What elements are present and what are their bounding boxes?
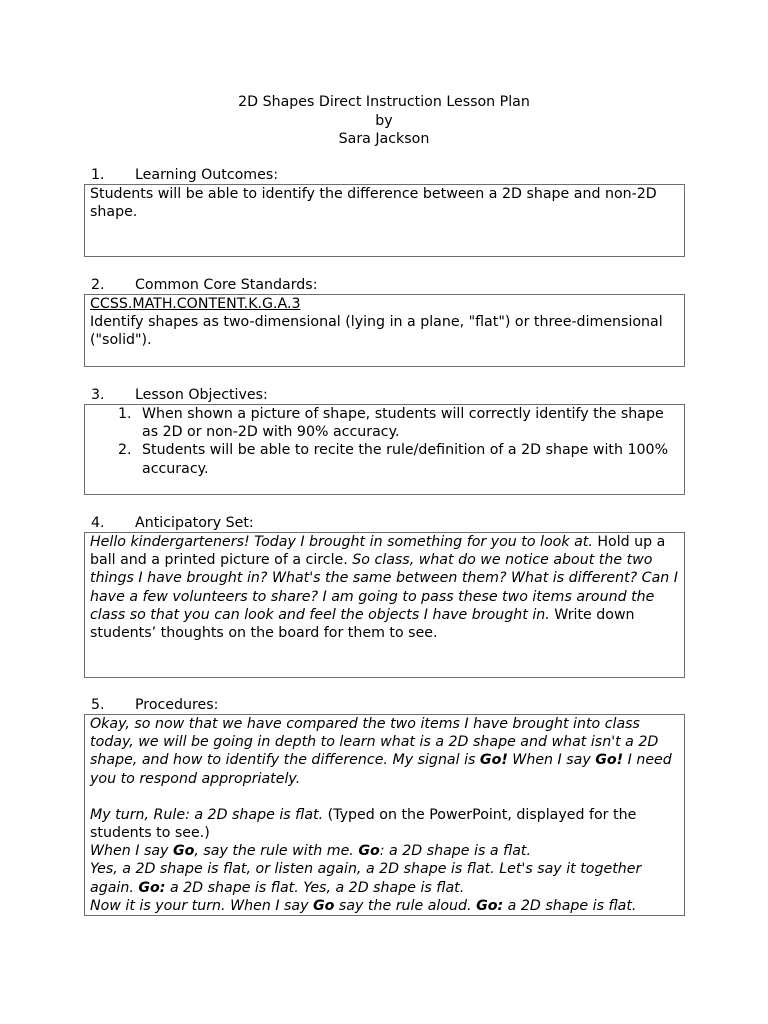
section-heading-lesson-objectives: [91, 386, 268, 404]
signal-word: Go: [358, 843, 380, 860]
teacher-script: When I say: [507, 752, 596, 769]
section-title: Procedures:: [135, 697, 219, 713]
standard-text: Identify shapes as two-dimensional (lying in a plane, "flat") or three-dimensional ("solid").: [90, 314, 663, 349]
procedure-paragraph: [90, 897, 678, 915]
signal-word: Go!: [595, 752, 624, 769]
teacher-script: Hello kindergarteners! Today I brought in something for you to look at.: [90, 534, 593, 550]
title-by: by: [375, 112, 393, 129]
signal-word: Go: [172, 843, 195, 860]
section-title: Learning Outcomes:: [135, 167, 279, 183]
teacher-script: So class, what do we notice about the two things I have brought in? What's the same between them? What is different? Can I have a few volunteers to share? I am going to pass these two items around the class so that you can look and feel the objects I have brought in.: [90, 552, 678, 623]
objective-item: 2. Students will be able to recite the rule/definition of a 2D shape with 100% accuracy.: [136, 441, 678, 477]
teacher-action: Hold up a ball and a printed picture of a circle.: [90, 534, 666, 569]
section-title: Lesson Objectives:: [135, 387, 268, 403]
learning-outcomes-text: Students will be able to identify the difference between a 2D shape and non-2D shape.: [90, 186, 657, 221]
standard-code-link[interactable]: CCSS.MATH.CONTENT.K.G.A.3: [90, 296, 301, 312]
teacher-script: When I say: [90, 843, 173, 860]
objective-item: 1. When shown a picture of shape, students will correctly identify the shape as 2D or non-2D with 90% accuracy.: [136, 405, 678, 441]
teacher-script: I need you to respond appropriately.: [90, 752, 672, 787]
procedure-paragraph: [90, 715, 678, 788]
section-heading-procedures: [91, 696, 218, 714]
document-title: [0, 93, 768, 149]
section-number: 2.: [91, 277, 105, 293]
teacher-action: Write down students’ thoughts on the board for them to see.: [90, 606, 635, 642]
objectives-list: [90, 405, 678, 478]
teacher-script: a 2D shape is flat.: [503, 897, 637, 914]
section-heading-anticipatory-set: [91, 514, 254, 532]
teacher-script: say the rule aloud.: [334, 897, 477, 914]
teacher-script: My turn, Rule: a 2D shape is flat.: [90, 806, 324, 823]
procedure-paragraph: [90, 860, 678, 896]
section-heading-learning-outcomes: [91, 166, 278, 184]
procedures-box: [84, 714, 685, 916]
signal-word: Go:: [476, 897, 504, 914]
section-heading-common-core: [91, 276, 317, 294]
section-number: 4.: [91, 515, 105, 531]
standards-box: [84, 294, 685, 367]
learning-outcomes-box: [84, 184, 685, 257]
section-title: Common Core Standards:: [135, 277, 318, 293]
teacher-script: Okay, so now that we have compared the two items I have brought into class today, we will be going in depth to learn what is a 2D shape and what isn't a 2D shape, and how to identify the difference. My signal is: [90, 716, 659, 769]
anticipatory-text: [90, 533, 678, 642]
procedure-paragraph: [90, 842, 678, 860]
objectives-box: [84, 404, 685, 495]
section-number: 5.: [91, 697, 105, 713]
anticipatory-set-box: [84, 532, 685, 678]
signal-word: Go!: [479, 752, 508, 769]
signal-word: Go:: [138, 879, 166, 896]
teacher-script: a 2D shape is flat. Yes, a 2D shape is flat.: [165, 879, 465, 896]
teacher-script: Yes, a 2D shape is flat, or listen again, a 2D shape is flat. Let's say it together again.: [90, 861, 642, 896]
section-title: Anticipatory Set:: [135, 515, 254, 531]
title-line: 2D Shapes Direct Instruction Lesson Plan: [238, 94, 530, 110]
teacher-script: Now it is your turn. When I say: [90, 897, 314, 914]
teacher-action: (Typed on the PowerPoint, displayed for the students to see.): [90, 806, 637, 842]
teacher-script: : a 2D shape is a flat.: [379, 843, 532, 860]
author-name: Sara Jackson: [338, 131, 430, 147]
section-number: 3.: [91, 387, 105, 403]
teacher-script: , say the rule with me.: [194, 843, 359, 860]
section-number: 1.: [91, 167, 105, 183]
procedure-paragraph: [90, 806, 678, 842]
signal-word: Go: [313, 897, 335, 914]
